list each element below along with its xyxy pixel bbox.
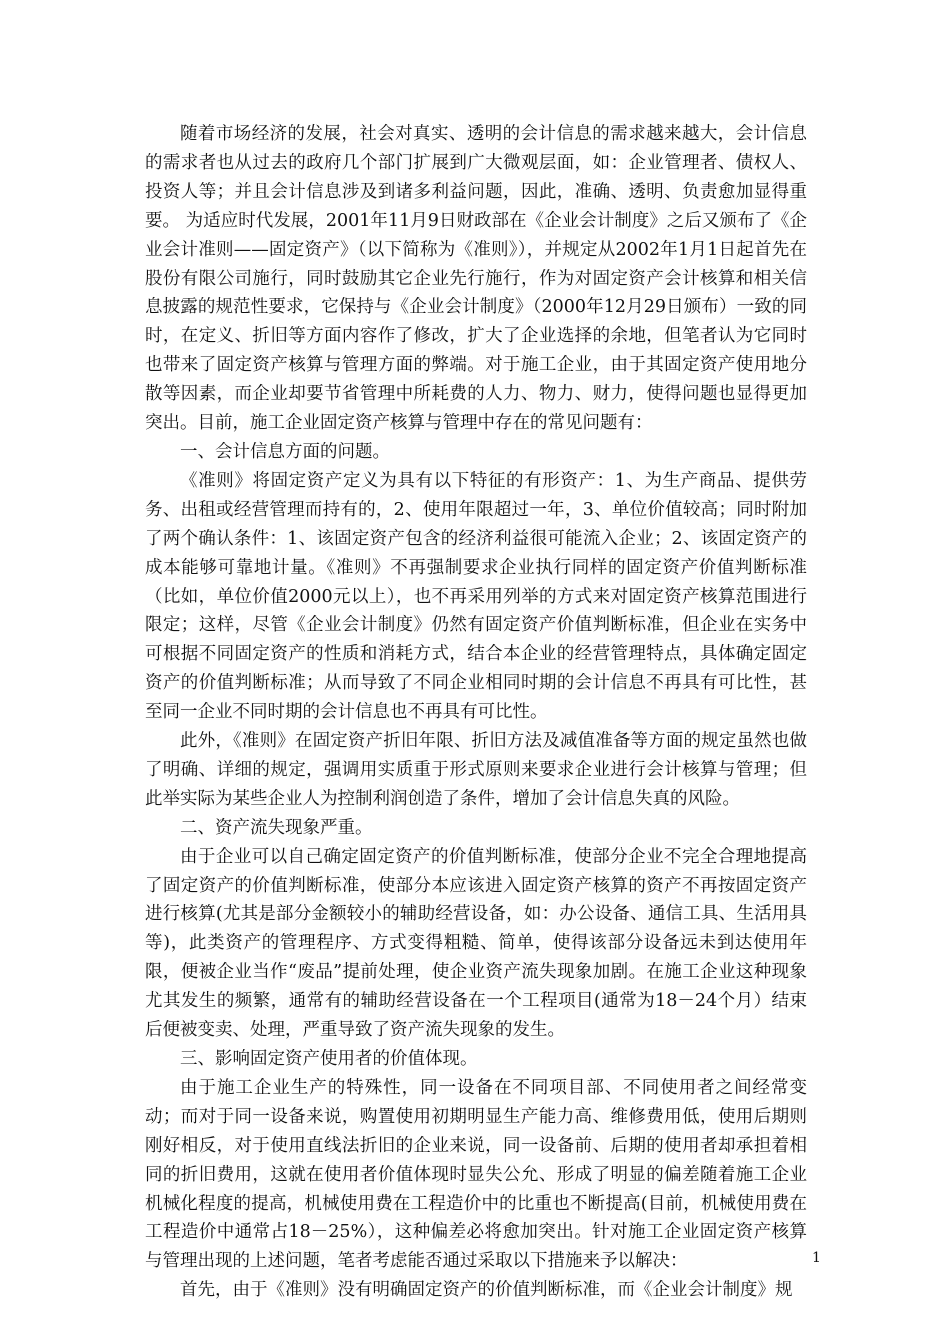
section-heading-1: 一、会计信息方面的问题。 xyxy=(180,441,390,462)
section-heading-2: 二、资产流失现象严重。 xyxy=(180,817,373,838)
paragraph-definition: 《准则》将固定资产定义为具有以下特征的有形资产：1、为生产商品、提供劳务、出租或经营管理而持有的，2、使用年限超过一年，3、单位价值较高；同时附加了两个确认条件：1、该固定资产包含的经济利益很可能流入企业；2、该固定资产的成本能够可靠地计量。《准则》不再强制要求企业执行同样的固定资产价值判断标准（比如，单位价值2000元以上），也不再采用列举的方式来对固定资产核算范围进行限定；这样，尽管《企业会计制度》仍然有固定资产价值判断标准，但企业在实务中可根据不同固定资产的性质和消耗方式，结合本企业的经营管理特点，具体确定固定资产的价值判断标准；从而导致了不同企业相同时期的会计信息不再具有可比性，甚至同一企业不同时期的会计信息也不再具有可比性。 xyxy=(145,470,807,723)
paragraph-intro: 随着市场经济的发展，社会对真实、透明的会计信息的需求越来越大，会计信息的需求者也从过去的政府几个部门扩展到广大微观层面，如：企业管理者、债权人、投资人等；并且会计信息涉及到诸多利益问题，因此，准确、透明、负责愈加显得重要。 为适应时代发展，2001年11月9日财政部在《企业会计制度》之后又颁布了《企业会计准则——固定资产》（以下简称为《准则》），并规定从2002年1月1日起首先在股份有限公司施行，同时鼓励其它企业先行施行，作为对固定资产会计核算和相关信息披露的规范性要求，它保持与《企业会计制度》（2000年12月29日颁布）一致的同时，在定义、折旧等方面内容作了修改，扩大了企业选择的余地，但笔者认为它同时也带来了固定资产核算与管理方面的弊端。对于施工企业，由于其固定资产使用地分散等因素，而企业却要节省管理中所耗费的人力、物力、财力，使得问题也显得更加突出。目前，施工企业固定资产核算与管理中存在的常见问题有： xyxy=(145,124,807,434)
document-body xyxy=(145,120,807,1305)
paragraph-user-value: 由于施工企业生产的特殊性，同一设备在不同项目部、不同使用者之间经常变动；而对于同一设备来说，购置使用初期明显生产能力高、维修费用低，使用后期则刚好相反，对于使用直线法折旧的企业来说，同一设备前、后期的使用者却承担着相同的折旧费用，这就在使用者价值体现时显失公允、形成了明显的偏差随着施工企业机械化程度的提高，机械使用费在工程造价中的比重也不断提高(目前，机械使用费在工程造价中通常占18－25%），这种偏差必将愈加突出。针对施工企业固定资产核算与管理出现的上述问题，笔者考虑能否通过采取以下措施来予以解决： xyxy=(145,1077,807,1272)
paragraph-depreciation: 此外，《准则》在固定资产折旧年限、折旧方法及减值准备等方面的规定虽然也做了明确、详细的规定，强调用实质重于形式原则来要求企业进行会计核算与管理；但此举实际为某些企业人为控制利润创造了条件，增加了会计信息失真的风险。 xyxy=(145,731,807,809)
page-number: 1 xyxy=(812,1250,821,1266)
paragraph-asset-loss: 由于企业可以自己确定固定资产的价值判断标准，使部分企业不完全合理地提高了固定资产的价值判断标准，使部分本应该进入固定资产核算的资产不再按固定资产进行核算(尤其是部分金额较小的辅助经营设备，如：办公设备、通信工具、生活用具等)，此类资产的管理程序、方式变得粗糙、简单，使得该部分设备远未到达使用年限，便被企业当作“废品”提前处理，使企业资产流失现象加剧。在施工企业这种现象尤其发生的频繁，通常有的辅助经营设备在一个工程项目(通常为18－24个月）结束后便被变卖、处理，严重导致了资产流失现象的发生。 xyxy=(145,846,807,1041)
paragraph-first-measure: 首先，由于《准则》没有明确固定资产的价值判断标准，而《企业会计制度》规 xyxy=(180,1280,793,1301)
section-heading-3: 三、影响固定资产使用者的价值体现。 xyxy=(180,1049,478,1069)
